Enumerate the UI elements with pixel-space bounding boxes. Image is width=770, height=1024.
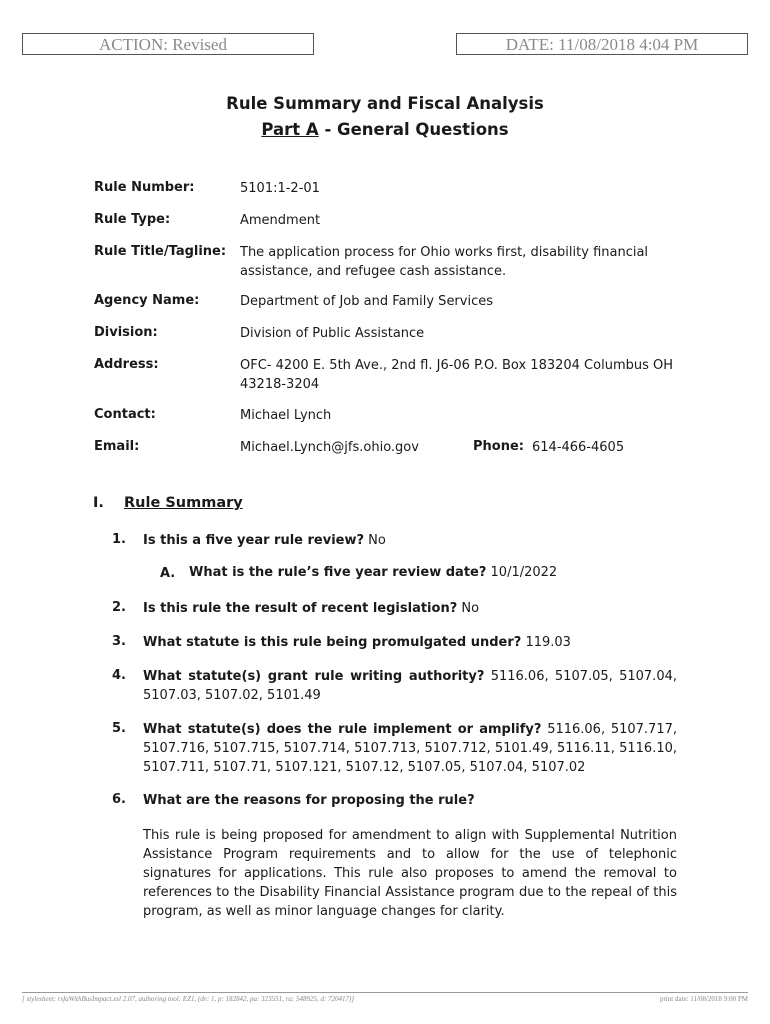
action-text: ACTION: Revised	[99, 35, 227, 54]
question-6-number: 6.	[112, 792, 126, 807]
question-2-number: 2.	[112, 600, 126, 615]
address-value: OFC- 4200 E. 5th Ave., 2nd fl. J6-06 P.O. Box 183204 Columbus OH 43218-3204	[240, 358, 674, 392]
date-box	[456, 33, 748, 55]
contact-value: Michael Lynch	[240, 408, 332, 423]
phone-value: 614-466-4605	[532, 440, 625, 455]
phone-label: Phone:	[473, 439, 524, 454]
rule-type-value: Amendment	[240, 213, 321, 228]
question-2-text: Is this rule the result of recent legislation?	[143, 601, 458, 616]
division-label: Division:	[94, 325, 158, 340]
question-5-text: What statute(s) does the rule implement or amplify?	[143, 722, 542, 737]
question-1	[143, 531, 677, 550]
question-4-text: What statute(s) grant rule writing authority?	[143, 669, 485, 684]
question-6	[143, 791, 677, 810]
agency-name-label: Agency Name:	[94, 293, 200, 308]
question-1-number: 1.	[112, 532, 126, 547]
contact-label: Contact:	[94, 407, 156, 422]
section-heading	[93, 495, 243, 511]
question-5-number: 5.	[112, 721, 126, 736]
email-label: Email:	[94, 439, 140, 454]
rule-title-value: The application process for Ohio works first, disability financial assistance, and refugee cash assistance.	[240, 245, 649, 279]
question-2-answer: No	[457, 601, 480, 616]
rule-type-label: Rule Type:	[94, 212, 171, 227]
subquestion-a-text: What is the rule’s five year review date?	[189, 565, 487, 580]
email-value: Michael.Lynch@jfs.ohio.gov	[240, 440, 419, 455]
part-label: Part A	[261, 120, 319, 139]
subquestion-a-answer: 10/1/2022	[486, 565, 558, 580]
question-1-text: Is this a five year rule review?	[143, 533, 365, 548]
question-3	[143, 633, 677, 652]
footer-divider	[22, 992, 748, 993]
footer-stylesheet-info: [ stylesheet: rsfaWithBusImpact.xsl 2.07, authoring tool: EZ1, (dv: 1, p: 182842, pa: 323551, ra: 548925, d: 720417)]	[22, 995, 355, 1003]
question-3-answer: 119.03	[521, 635, 571, 650]
date-text: DATE: 11/08/2018 4:04 PM	[505, 35, 699, 54]
reason-paragraph: This rule is being proposed for amendment to align with Supplemental Nutrition Assistance Program requirements and to allow for the use of telephonic signatures for applications. This rule also proposes to amend the removal to references to the Disability Financial Assistance program due to the repeal of this program, as well as minor language changes for clarity.	[143, 828, 677, 919]
question-5-answer: 5116.06, 5107.717, 5107.716, 5107.715, 5107.714, 5107.713, 5107.712, 5101.49, 5116.11, 5116.10, 5107.711, 5107.71, 5107.121, 5107.12, 5107.05, 5107.04, 5107.02	[143, 722, 677, 775]
question-6-text: What are the reasons for proposing the rule?	[143, 793, 475, 808]
rule-title-label: Rule Title/Tagline:	[94, 244, 227, 259]
subquestion-a-number: A.	[160, 566, 176, 581]
section-title: Rule Summary	[124, 495, 243, 511]
division-value: Division of Public Assistance	[240, 326, 425, 341]
question-2	[143, 599, 677, 618]
question-4-answer: 5116.06, 5107.05, 5107.04, 5107.03, 5107.02, 5101.49	[143, 669, 677, 703]
section-number: I.	[93, 495, 104, 511]
address-label: Address:	[94, 357, 159, 372]
subtitle-rest: - General Questions	[318, 120, 509, 139]
question-5	[143, 720, 677, 777]
question-1-answer: No	[364, 533, 386, 548]
rule-number-label: Rule Number:	[94, 180, 195, 195]
question-3-text: What statute is this rule being promulgated under?	[143, 635, 522, 650]
question-4-number: 4.	[112, 668, 126, 683]
document-subtitle	[0, 120, 770, 139]
question-4	[143, 667, 677, 705]
subquestion-a	[189, 565, 557, 580]
document-title: Rule Summary and Fiscal Analysis	[226, 94, 544, 113]
agency-name-value: Department of Job and Family Services	[240, 294, 494, 309]
footer-print-date: print date: 11/08/2018 9:00 PM	[659, 995, 748, 1003]
rule-number-value: 5101:1-2-01	[240, 181, 320, 196]
question-3-number: 3.	[112, 634, 126, 649]
action-box	[22, 33, 314, 55]
